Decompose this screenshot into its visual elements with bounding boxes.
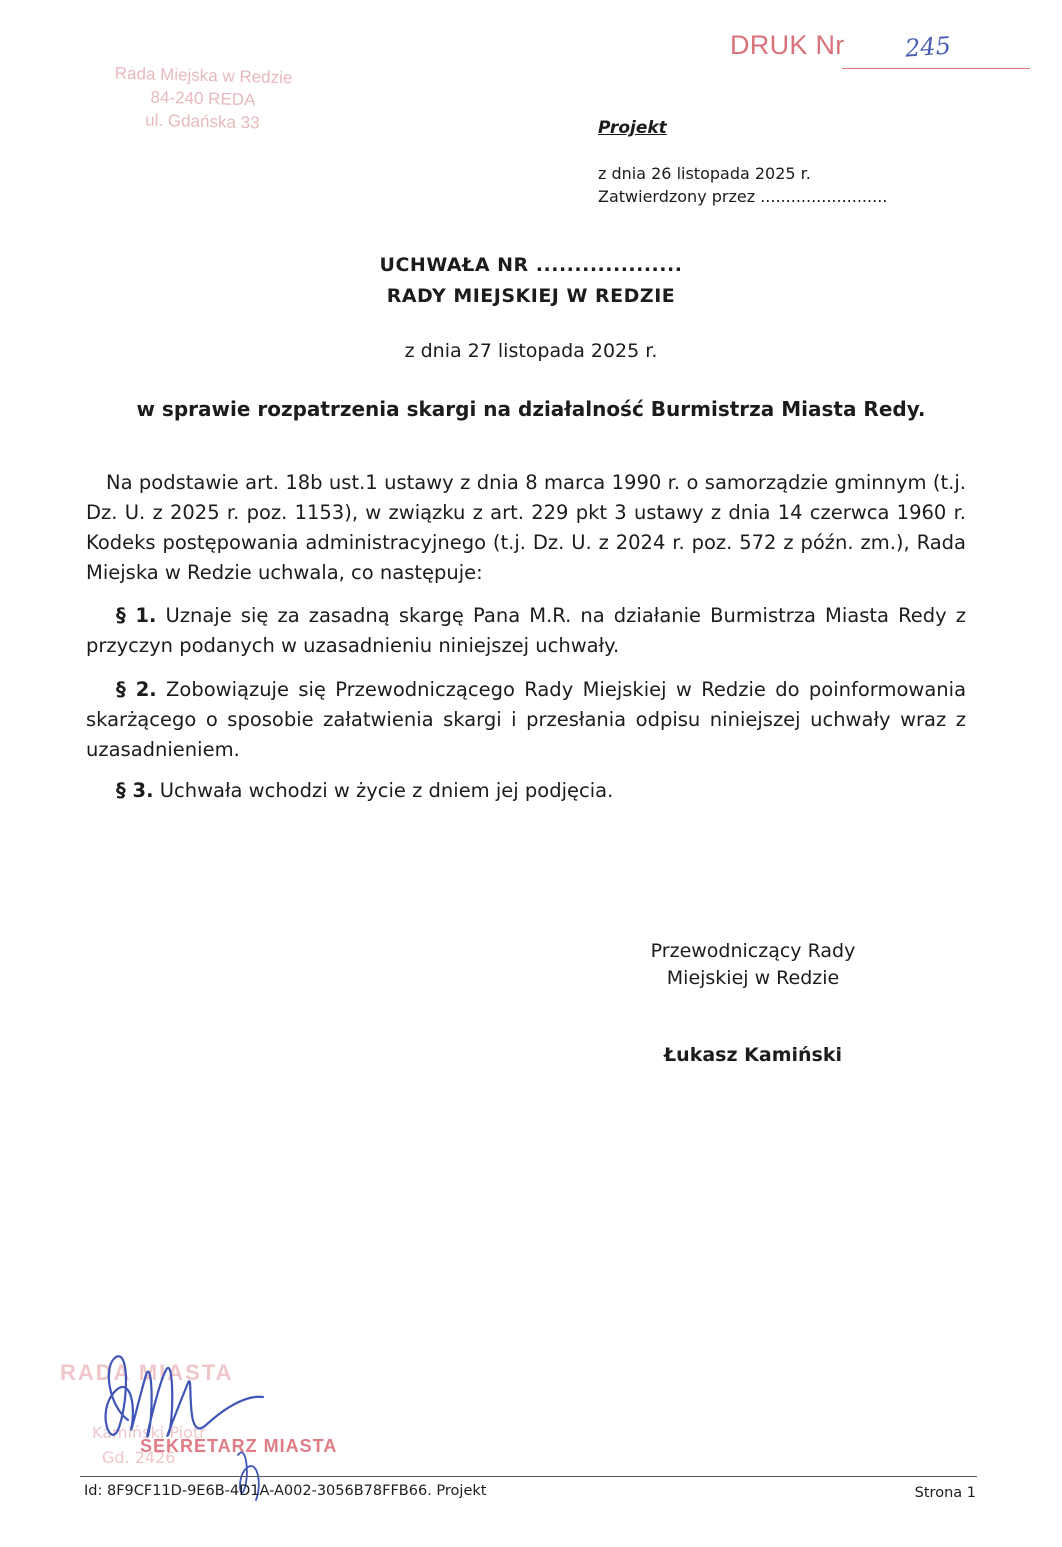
paragraph-3-text: Uchwała wchodzi w życie z dniem jej podjęcia. xyxy=(153,779,614,802)
faded-stamp-code: Gd. 2426 xyxy=(102,1448,176,1467)
legal-basis xyxy=(86,468,966,588)
resolution-date: z dnia 27 listopada 2025 r. xyxy=(404,340,658,362)
druk-handwritten-number: 245 xyxy=(904,31,952,63)
chairman-title-line2: Miejskiej w Redzie xyxy=(666,967,840,989)
druk-label: DRUK Nr xyxy=(730,30,845,60)
chairman-title-line1: Przewodniczący Rady xyxy=(650,940,856,962)
druk-underline xyxy=(842,68,1030,69)
address-stamp-line1: Rada Miejska w Redzie xyxy=(114,63,293,88)
paragraph-3-mark: § 3. xyxy=(116,779,154,802)
paragraph-2-text: Zobowiązuje się Przewodniczącego Rady Miejskiej w Redzie do poinformowania skarżącego o sposobie załatwienia skargi i przesłania odpisu niniejszej uchwały wraz z uzasadnieniem. xyxy=(86,678,967,761)
footer-divider xyxy=(80,1476,977,1477)
chairman-title xyxy=(618,938,888,992)
resolution-subject: w sprawie rozpatrzenia skargi na działalność Burmistrza Miasta Redy. xyxy=(136,397,926,421)
paragraph-2 xyxy=(86,675,966,765)
paragraph-1-text: Uznaje się za zasadną skargę Pana M.R. na działanie Burmistrza Miasta Redy z przyczyn podanych w uzasadnieniu niniejszej uchwały. xyxy=(86,604,967,657)
faded-council-stamp: RADA MIASTA xyxy=(60,1360,234,1385)
address-stamp-line2: 84-240 REDA xyxy=(150,87,256,110)
paragraph-1-mark: § 1. xyxy=(116,604,157,627)
chairman-name: Łukasz Kamiński xyxy=(663,1044,842,1066)
project-approved-by: Zatwierdzony przez ......................... xyxy=(598,187,888,206)
project-meta xyxy=(598,162,887,208)
paragraph-1 xyxy=(86,601,966,661)
footer-page-number: Strona 1 xyxy=(914,1485,976,1501)
council-name: RADY MIEJSKIEJ W REDZIE xyxy=(386,285,676,307)
faded-stamp-name: Kamiński Piotr xyxy=(92,1423,206,1442)
project-date: z dnia 26 listopada 2025 r. xyxy=(598,164,811,183)
legal-basis-text: Na podstawie art. 18b ust.1 ustawy z dnia 8 marca 1990 r. o samorządzie gminnym (t.j. Dz. U. z 2025 r. poz. 1153), w związku z art. 229 pkt 3 ustawy z dnia 14 czerwca 1960 r. Kodeks postępowania administracyjnego (t.j. Dz. U. z 2024 r. poz. 572 z późn. zm.), Rada Miejska w Redzie uchwala, co następuje: xyxy=(86,471,966,584)
secretary-stamp: SEKRETARZ MIASTA xyxy=(140,1436,338,1456)
paragraph-3 xyxy=(86,776,966,806)
address-stamp-line3: ul. Gdańska 33 xyxy=(144,110,260,133)
footer-document-id: Id: 8F9CF11D-9E6B-4D1A-A002-3056B78FFB66. Projekt xyxy=(84,1483,487,1499)
druk-number-stamp xyxy=(730,30,1030,80)
projekt-label: Projekt xyxy=(598,118,667,138)
resolution-number: UCHWAŁA NR ................... xyxy=(379,254,683,276)
paragraph-2-mark: § 2. xyxy=(116,678,157,701)
address-stamp xyxy=(87,61,319,136)
